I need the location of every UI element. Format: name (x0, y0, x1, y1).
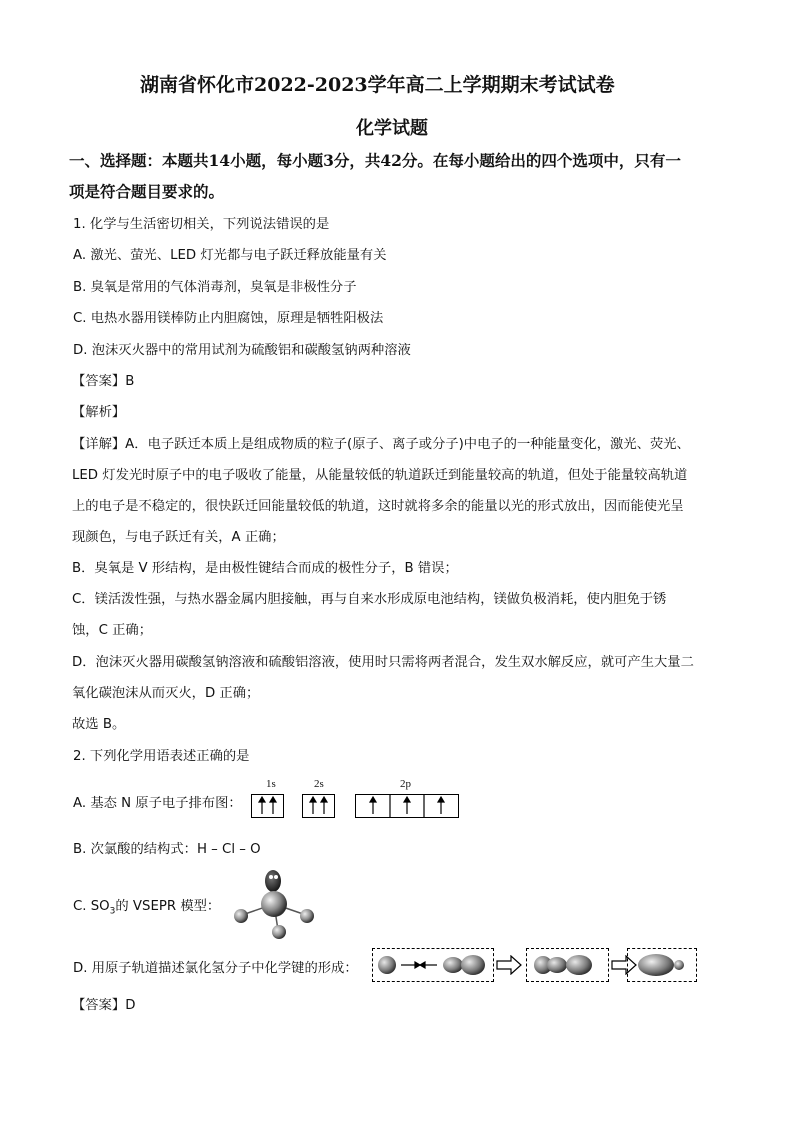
section-heading-cont: 项是符合题目要求的。 (69, 182, 225, 201)
answer-value: B (125, 374, 135, 389)
q1-detail-line: 上的电子是不稳定的，很快跃迁回能量较低的轨道，这时就将多余的能量以光的形式放出，因而能使光呈 (72, 499, 684, 514)
q1-detail-line: B．臭氧是 V 形结构，是由极性键结合而成的极性分子，B 错误； (72, 561, 458, 576)
orbital-overlap-icon (527, 949, 608, 981)
q1-detail-line: 【详解】A．电子跃迁本质上是组成物质的粒子(原子、离子或分子)中电子的一种能量变化，激光、荧光、 (72, 437, 690, 452)
q1-detail-line: C．镁活泼性强，与热水器金属内胆接触，再与自来水形成原电池结构，镁做负极消耗，使内胆免于锈 (72, 592, 667, 607)
page-title: 湖南省怀化市2022-2023学年高二上学期期末考试试卷 (140, 74, 615, 96)
s-orbital-approach-icon (373, 949, 493, 981)
q1-detail-line: 故选 B。 (72, 717, 126, 732)
answer-tag: 【答案】 (72, 374, 126, 389)
vsepr-model-icon (228, 862, 324, 942)
answer-value: D (125, 998, 136, 1013)
q1-option-d: D. 泡沫灭火器中的常用试剂为硫酸铝和碳酸氢钠两种溶液 (73, 343, 411, 358)
section-heading: 一、选择题：本题共14小题，每小题3分，共42分。在每小题给出的四个选项中，只有一 (69, 151, 681, 170)
up-arrows-icon (356, 795, 458, 817)
q1-detail-line: 蚀，C 正确； (72, 623, 152, 638)
q1-option-c: C. 电热水器用镁棒防止内胆腐蚀，原理是牺牲阳极法 (73, 311, 384, 326)
option-c-prefix: C. SO (73, 899, 110, 914)
q2-option-a: A. 基态 N 原子电子排布图： (73, 796, 242, 811)
paired-up-arrows-icon (303, 795, 334, 817)
q2-option-c (73, 895, 220, 917)
q1-answer (72, 370, 134, 389)
orbital-box-2s (302, 794, 335, 818)
q2-option-d: D. 用原子轨道描述氯化氢分子中化学键的形成： (73, 961, 358, 976)
paired-up-arrows-icon (252, 795, 283, 817)
q1-detail-line: D．泡沫灭火器用碳酸氢钠溶液和硫酸铝溶液，使用时只需将两者混合，发生双水解反应，就可产生大量二 (72, 655, 694, 670)
orbital-label-1s: 1s (266, 778, 276, 790)
q1-option-b: B. 臭氧是常用的气体消毒剂，臭氧是非极性分子 (73, 280, 357, 295)
option-c-suffix: 的 VSEPR 模型： (115, 899, 221, 914)
orbital-overlap-step3 (627, 948, 697, 982)
orbital-overlap-step1 (372, 948, 494, 982)
q1-detail-line: LED 灯发光时原子中的电子吸收了能量，从能量较低的轨道跃迁到能量较高的轨道，但处于能量较高轨道 (72, 468, 688, 483)
page-subtitle: 化学试题 (356, 118, 428, 139)
q2-answer (72, 994, 135, 1013)
orbital-box-2p (355, 794, 459, 818)
option-c-subscript: 3 (109, 906, 116, 917)
orbital-box-1s (251, 794, 284, 818)
orbital-overlap-step2 (526, 948, 609, 982)
q1-stem: 1. 化学与生活密切相关，下列说法错误的是 (73, 217, 330, 232)
orbital-label-2p: 2p (400, 778, 411, 790)
orbital-label-2s: 2s (314, 778, 324, 790)
q2-stem: 2. 下列化学用语表述正确的是 (73, 749, 250, 764)
right-arrow-icon (496, 955, 522, 975)
q1-detail-line: 现颜色，与电子跃迁有关，A 正确； (72, 530, 285, 545)
q2-option-b: B. 次氯酸的结构式：H – Cl – O (73, 842, 261, 857)
q1-analysis-tag: 【解析】 (72, 405, 126, 420)
q1-detail-line: 氧化碳泡沫从而灭火，D 正确； (72, 686, 260, 701)
q1-option-a: A. 激光、萤光、LED 灯光都与电子跃迁释放能量有关 (73, 248, 387, 263)
answer-tag: 【答案】 (72, 998, 126, 1013)
bond-orbital-icon (628, 949, 696, 981)
